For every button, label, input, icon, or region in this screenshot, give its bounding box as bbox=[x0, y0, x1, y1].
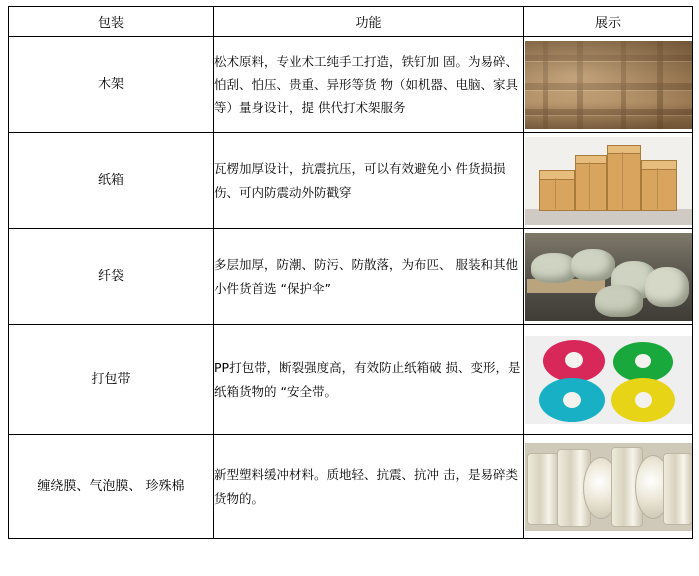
column-header-packaging: 包装 bbox=[9, 7, 214, 37]
column-header-function: 功能 bbox=[214, 7, 524, 37]
packaging-demo-strapping bbox=[524, 325, 693, 435]
woven-bag-photo bbox=[525, 233, 692, 321]
packaging-table bbox=[8, 6, 693, 539]
table-row bbox=[9, 133, 693, 229]
table-row bbox=[9, 229, 693, 325]
table-row bbox=[9, 37, 693, 133]
packaging-name-woven-bag: 纤袋 bbox=[9, 229, 214, 325]
carton-box-photo bbox=[525, 137, 692, 225]
demo-image-container bbox=[524, 137, 693, 225]
packaging-name-film: 缠绕膜、气泡膜、 珍殊棉 bbox=[9, 435, 214, 539]
document-page bbox=[0, 6, 699, 576]
packaging-function-carton: 瓦楞加厚设计，抗震抗压，可以有效避免小 件货损损伤、可内防震动外防戳穿 bbox=[214, 133, 524, 229]
demo-image-container bbox=[524, 233, 693, 321]
packaging-name-strapping: 打包带 bbox=[9, 325, 214, 435]
packaging-demo-wood-crate bbox=[524, 37, 693, 133]
table-row bbox=[9, 325, 693, 435]
table-body bbox=[9, 37, 693, 539]
strapping-roll-photo bbox=[525, 336, 692, 424]
demo-image-container bbox=[524, 336, 693, 424]
packaging-function-strapping: PP打包带，断裂强度高，有效防止纸箱破 损、变形，是纸箱货物的 “安全带。 bbox=[214, 325, 524, 435]
packaging-function-woven-bag: 多层加厚，防潮、防污、防散落，为布匹、 服装和其他小件货首选 “保护伞” bbox=[214, 229, 524, 325]
packaging-demo-film bbox=[524, 435, 693, 539]
packaging-function-film: 新型塑料缓冲材料。质地轻、抗震、抗冲 击，是易碎类货物的。 bbox=[214, 435, 524, 539]
stretch-film-photo bbox=[525, 443, 692, 531]
packaging-name-wood-crate: 木架 bbox=[9, 37, 214, 133]
packaging-demo-carton bbox=[524, 133, 693, 229]
packaging-function-wood-crate: 松术原料，专业术工纯手工打造，铁钉加 固。为易碎、怕刮、怕压、贵重、异形等货 物（如机器、电脑、家具等）量身设计，提 供代打术架服务 bbox=[214, 37, 524, 133]
table-header-row bbox=[9, 7, 693, 37]
packaging-name-carton: 纸箱 bbox=[9, 133, 214, 229]
table-header bbox=[9, 7, 693, 37]
packaging-demo-woven-bag bbox=[524, 229, 693, 325]
column-header-demo: 展示 bbox=[524, 7, 693, 37]
table-row bbox=[9, 435, 693, 539]
demo-image-container bbox=[524, 41, 693, 129]
wooden-crate-photo bbox=[525, 41, 692, 129]
demo-image-container bbox=[524, 443, 693, 531]
